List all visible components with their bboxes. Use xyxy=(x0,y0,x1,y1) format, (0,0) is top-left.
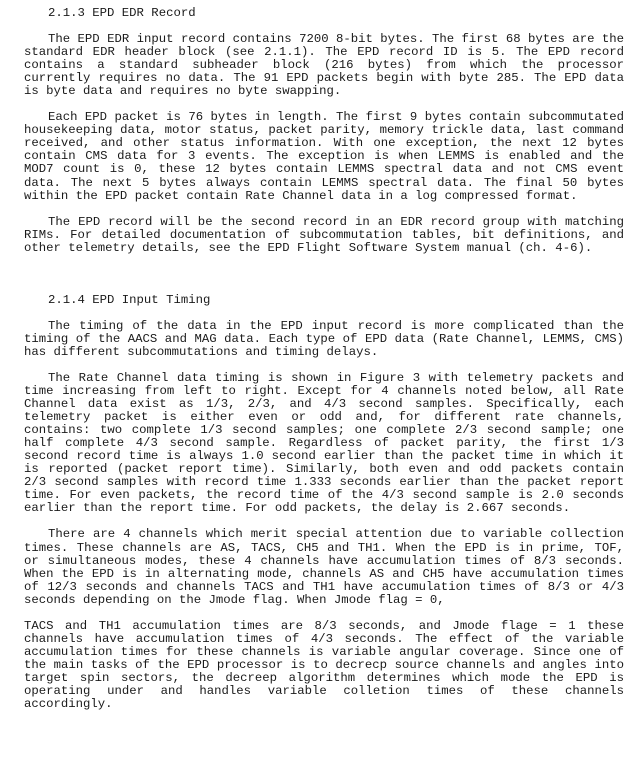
paragraph-record-group: The EPD record will be the second record in an EDR record group with matching RIMs. For detailed documentation of subcommutation tables, bit definitions, and other telemetry details, see the EPD Flight Software System manual (ch. 4-6). xyxy=(24,214,624,255)
paragraph-edr-record-overview: The EPD EDR input record contains 7200 8-bit bytes. The first 68 bytes are the standard EDR header block (see 2.1.1). The EPD record ID is 5. The EPD record contains a standard subheader block (216 bytes) from which the processor currently requires no data. The 91 EPD packets begin with byte 285. The EPD data is byte data and requires no byte swapping. xyxy=(24,32,624,99)
paragraph-rate-channel-timing: The Rate Channel data timing is shown in Figure 3 with telemetry packets and time increasing from left to right. Except for 4 channels noted below, all Rate Channel data exist as 1/3, 2/3, and 4/3 second samples. Specifically, each telemetry packet is either even or odd and, for different rate channels, contains: two complete 1/3 second samples; one complete 2/3 second sample; one half complete 4/3 second sample. Regardless of packet parity, the first 1/3 second record time is always 1.0 second earlier than the packet time in which it is reported (packet report time). Similarly, both even and odd packets contain 2/3 second samples with record time 1.333 seconds earlier than the packet report time. For even packets, the record time of the 4/3 second sample is 2.0 seconds earlier than the report time. For odd packets, the delay is 2.667 seconds. xyxy=(24,370,624,516)
section-heading-epd-input-timing: 2.1.4 EPD Input Timing xyxy=(48,292,211,307)
paragraph-timing-overview: The timing of the data in the EPD input record is more complicated than the timing of the AACS and MAG data. Each type of EPD data (Rate Channel, LEMMS, CMS) has different subcommutations and timing delays. xyxy=(24,318,624,359)
paragraph-epd-packet-structure: Each EPD packet is 76 bytes in length. The first 9 bytes contain subcommutated housekeeping data, motor status, packet parity, memory trickle data, last command received, and other status information. With one exception, the next 12 bytes contain CMS data for 3 events. The exception is when LEMMS is enabled and the MOD7 count is 0, these 12 bytes contain LEMMS spectral data and not CMS event data. The next 5 bytes always contain LEMMS spectral data. The final 50 bytes within the EPD packet contain Rate Channel data in a log compressed format. xyxy=(24,110,624,203)
section-heading-epd-edr-record: 2.1.3 EPD EDR Record xyxy=(48,6,196,20)
paragraph-accumulation-continuation: TACS and TH1 accumulation times are 8/3 seconds, and Jmode flage = 1 these channels have accumulation times of 4/3 seconds. The effect of the variable accumulation times for these channels is variable angular coverage. Since one of the main tasks of the EPD processor is to decrecp source channels and angles into target spin sectors, the decreep algorithm determines which mode the EPD is operating under and handles variable colletion times of these channels accordingly. xyxy=(24,618,624,712)
paragraph-special-channels: There are 4 channels which merit special attention due to variable collection times. These channels are AS, TACS, CH5 and TH1. When the EPD is in prime, TOF, or simultaneous modes, these 4 channels have accumulation times of 8/3 seconds. When the EPD is in alternating mode, channels AS and CH5 have accumulation times of 12/3 seconds and channels TACS and TH1 have accumulation times of 8/3 or 4/3 seconds depending on the Jmode flag. When Jmode flag = 0, xyxy=(24,527,624,607)
document-page xyxy=(24,0,624,711)
section-spacer xyxy=(24,268,624,294)
